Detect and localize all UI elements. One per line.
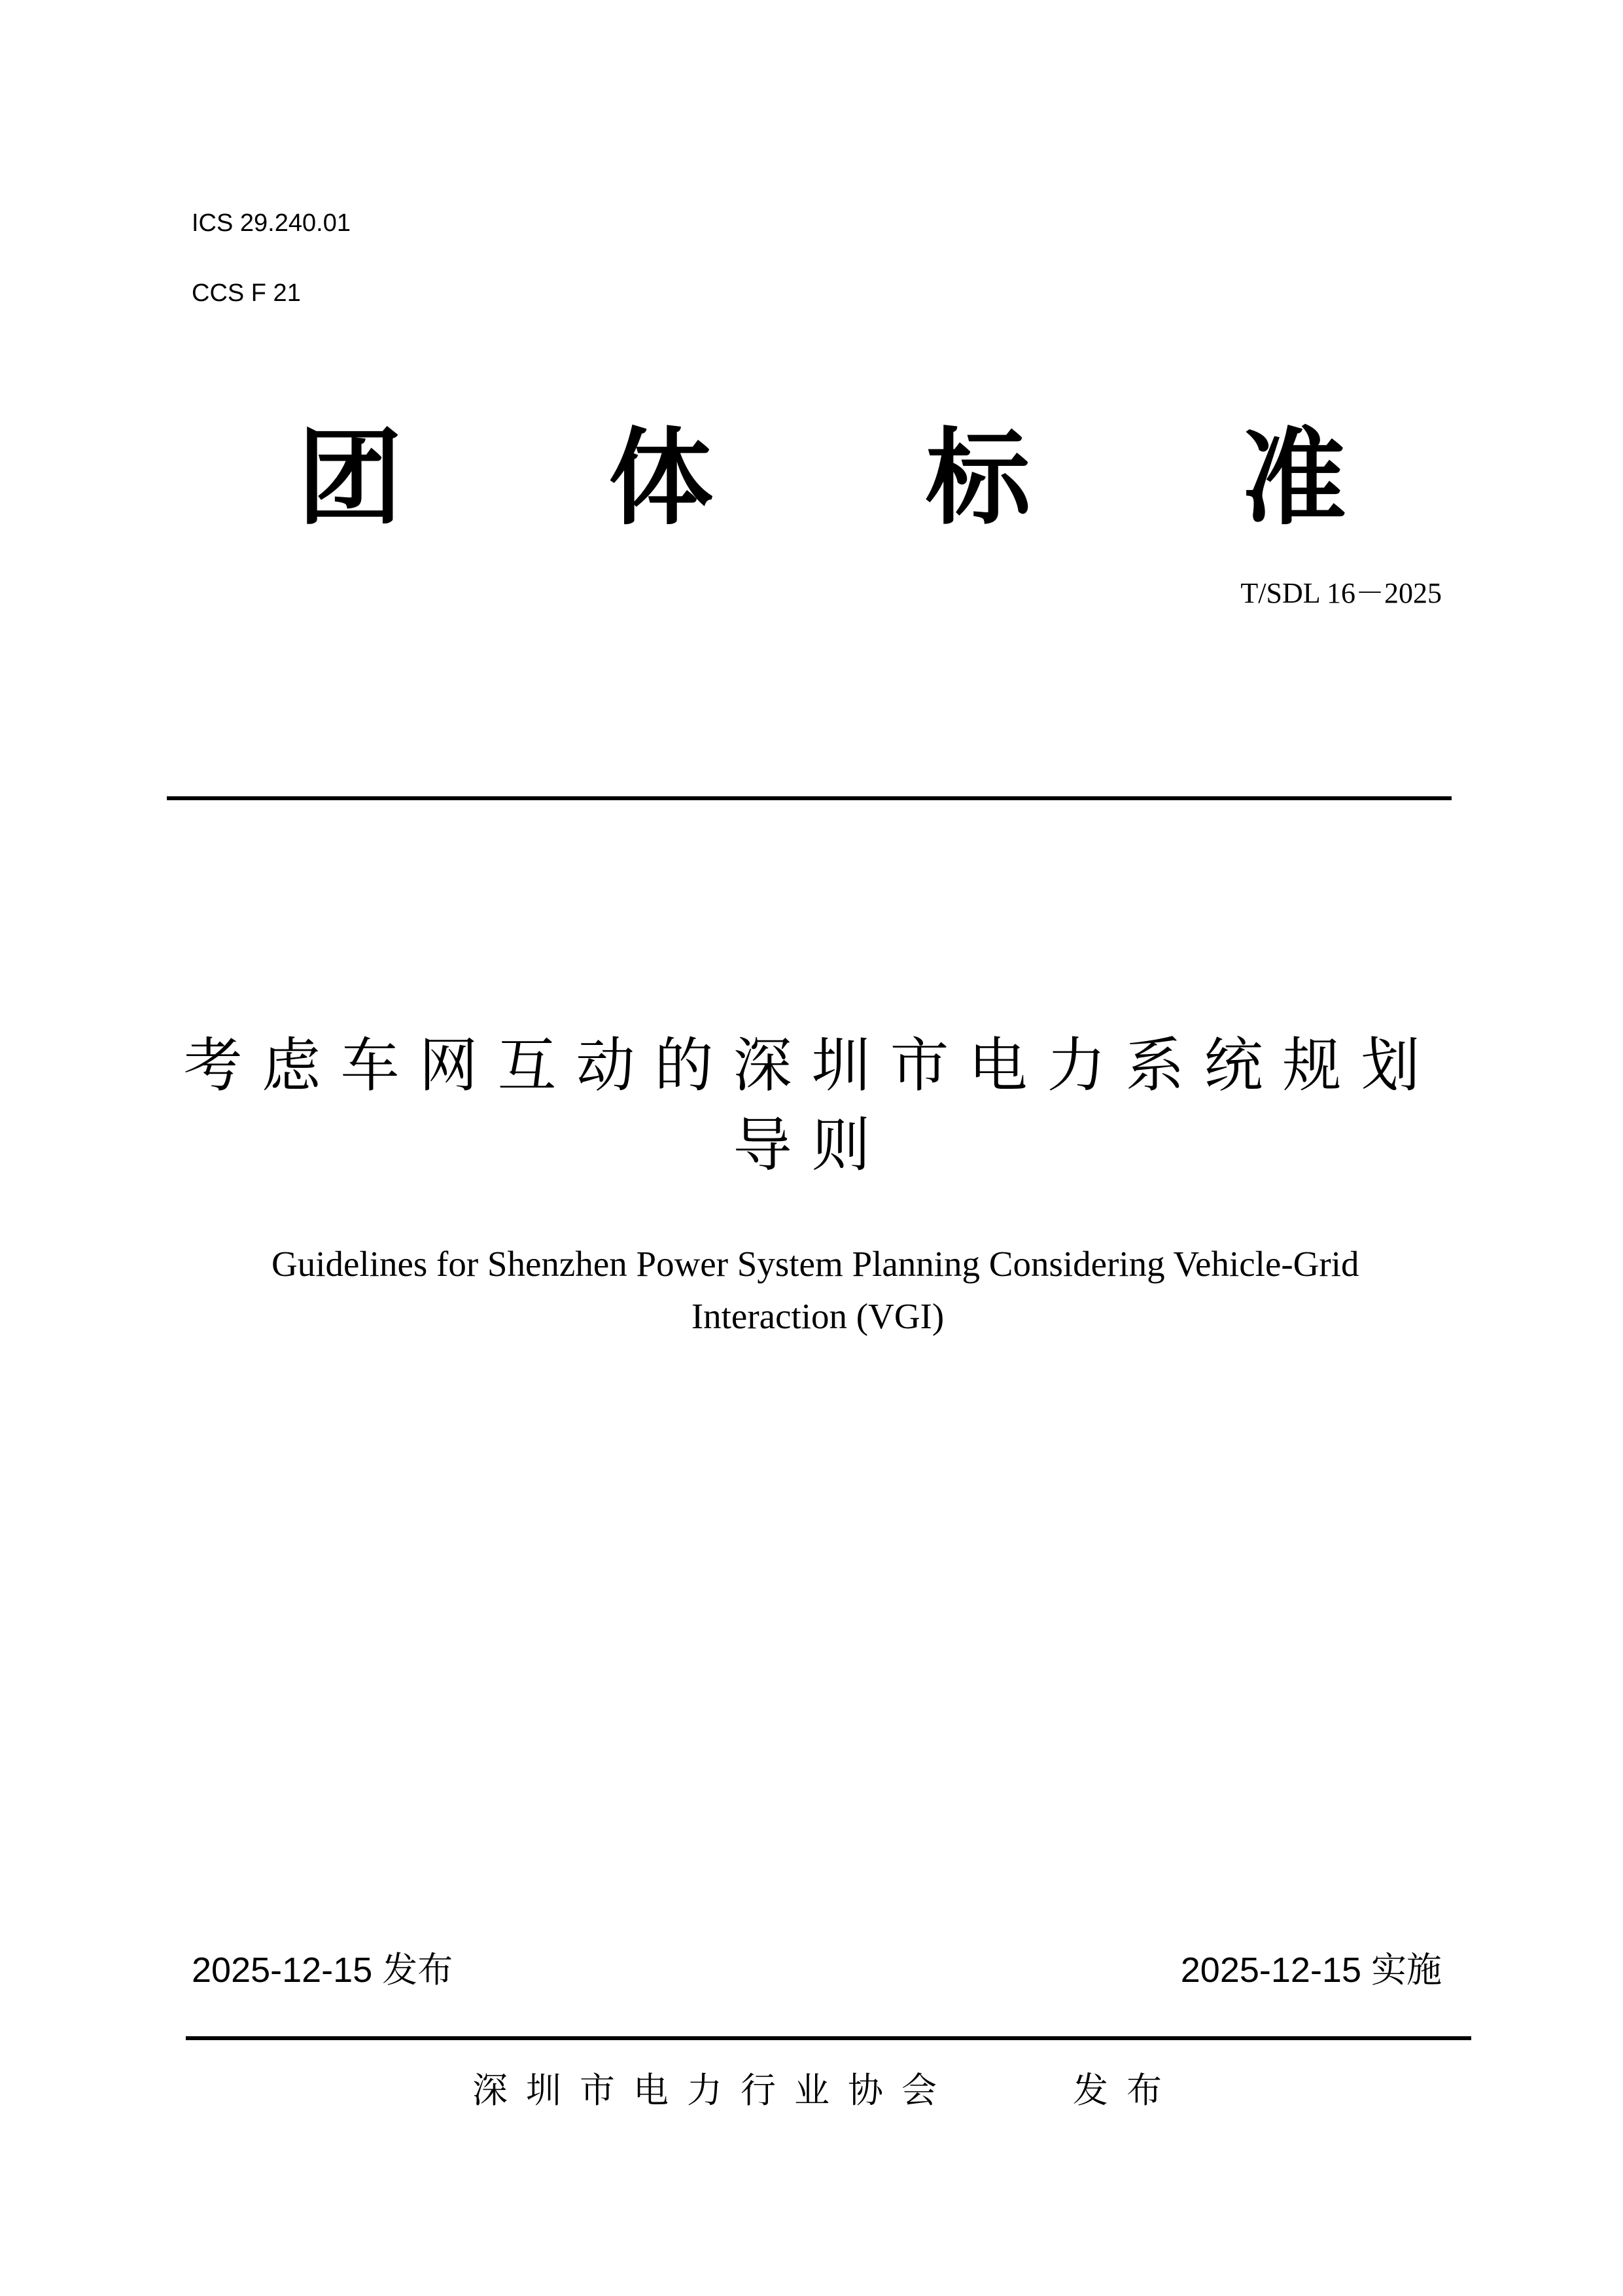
- bottom-divider: [186, 2036, 1471, 2040]
- banner-char-1: 团: [298, 416, 403, 539]
- title-cn-line1: 考虑车网互动的深圳市电力系统规划: [183, 1031, 1440, 1100]
- standard-number: T/SDL 16－2025: [1240, 577, 1442, 609]
- implement-date: 2025-12-15 实施: [1180, 1951, 1442, 1990]
- title-cn-line2: 导则: [733, 1111, 890, 1180]
- title-en-line2: Interaction (VGI): [691, 1296, 945, 1336]
- ccs-code: CCS F 21: [192, 279, 301, 307]
- publish-action: 发布: [1073, 2070, 1180, 2111]
- publisher-name: 深圳市电力行业协会: [472, 2070, 955, 2111]
- banner-char-4: 准: [1242, 416, 1347, 539]
- title-en-line1: Guidelines for Shenzhen Power System Planning Considering Vehicle-Grid: [271, 1244, 1359, 1284]
- banner-char-2: 体: [608, 416, 714, 539]
- banner-char-3: 标: [926, 416, 1031, 539]
- top-divider: [167, 796, 1452, 800]
- publish-date: 2025-12-15 发布: [192, 1951, 453, 1990]
- ics-code: ICS 29.240.01: [192, 209, 351, 237]
